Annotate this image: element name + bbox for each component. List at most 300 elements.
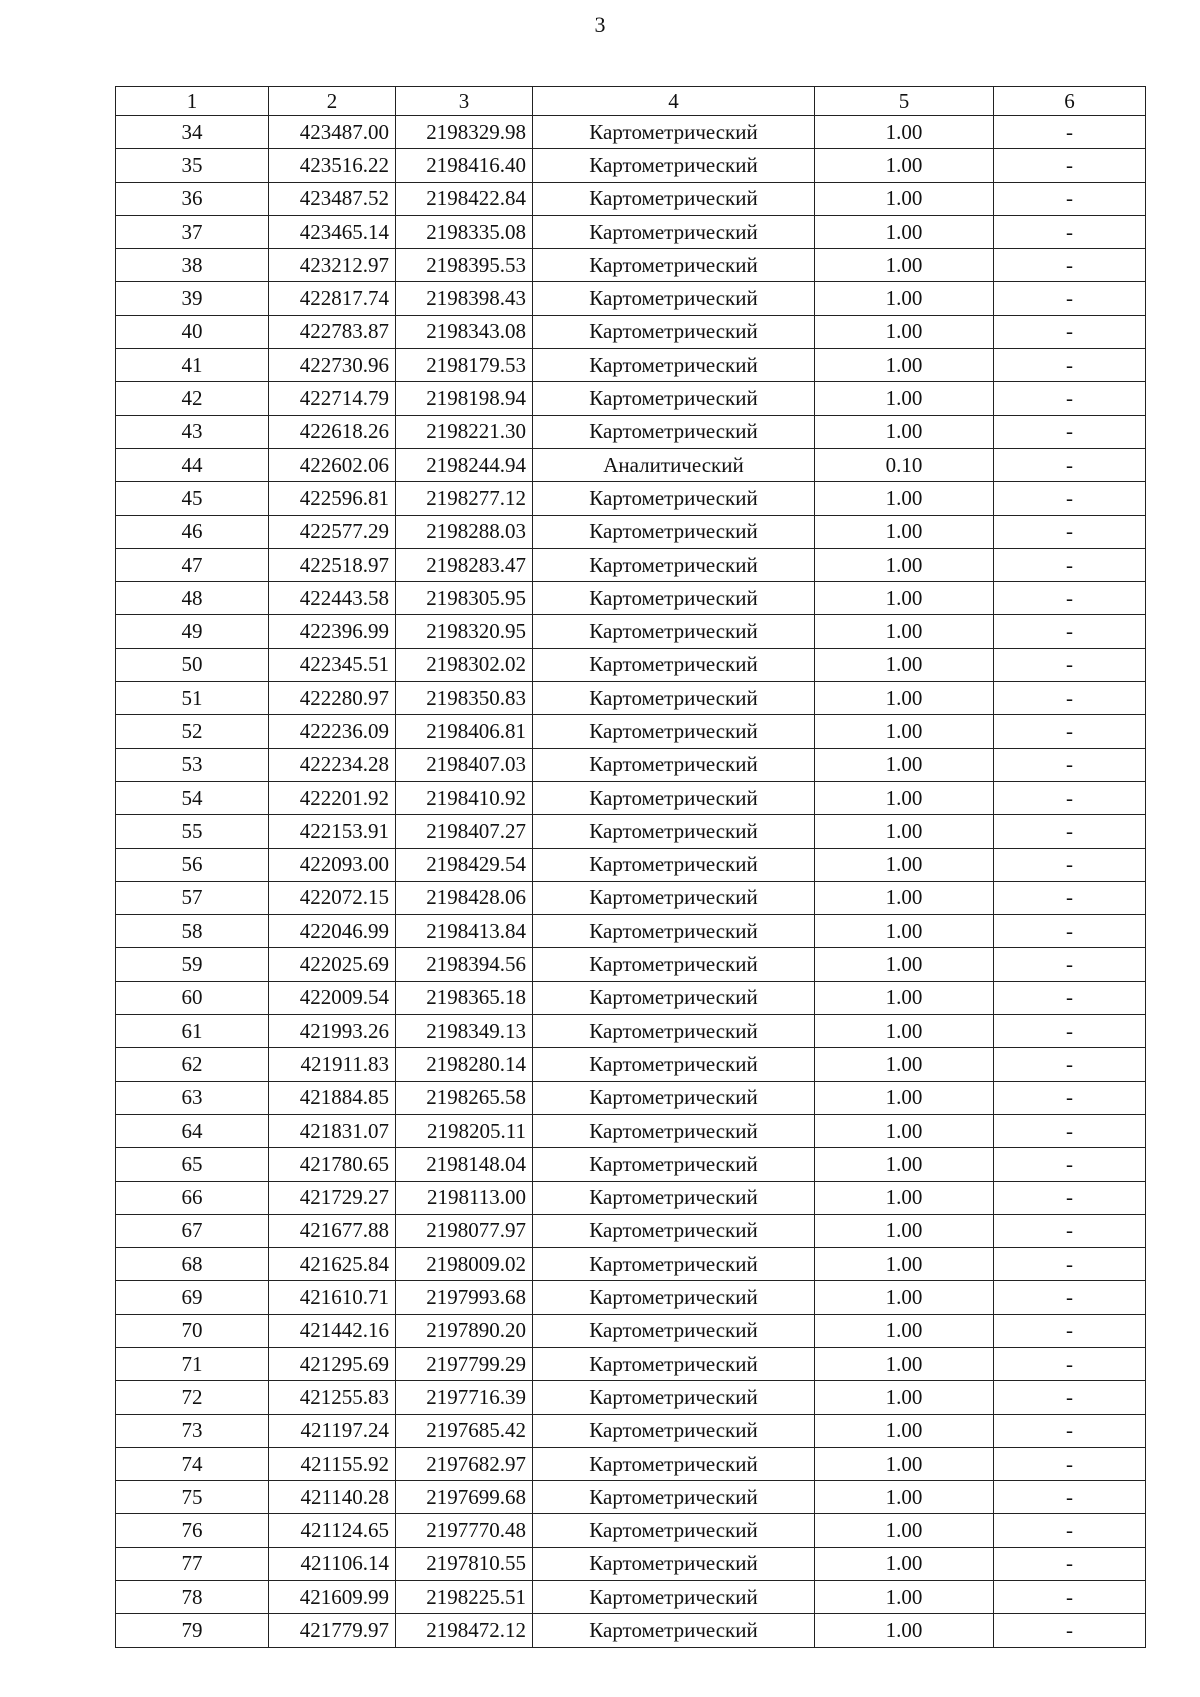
note-cell: -	[994, 1214, 1146, 1247]
note-cell: -	[994, 948, 1146, 981]
x-coordinate-cell: 422025.69	[269, 948, 396, 981]
note-cell: -	[994, 648, 1146, 681]
table-row	[116, 1381, 1146, 1414]
note-cell: -	[994, 149, 1146, 182]
x-coordinate-cell: 421677.88	[269, 1214, 396, 1247]
method-cell: Картометрический	[533, 149, 815, 182]
method-cell: Картометрический	[533, 1514, 815, 1547]
y-coordinate-cell: 2198305.95	[396, 582, 533, 615]
point-number-cell: 78	[116, 1581, 269, 1614]
x-coordinate-cell: 422783.87	[269, 315, 396, 348]
table-row	[116, 615, 1146, 648]
table-row	[116, 881, 1146, 914]
point-number-cell: 74	[116, 1447, 269, 1480]
y-coordinate-cell: 2198413.84	[396, 915, 533, 948]
accuracy-cell: 1.00	[815, 781, 994, 814]
y-coordinate-cell: 2198406.81	[396, 715, 533, 748]
y-coordinate-cell: 2198320.95	[396, 615, 533, 648]
method-cell: Картометрический	[533, 315, 815, 348]
y-coordinate-cell: 2198148.04	[396, 1148, 533, 1181]
method-cell: Картометрический	[533, 1114, 815, 1147]
note-cell: -	[994, 748, 1146, 781]
note-cell: -	[994, 482, 1146, 515]
table-row	[116, 382, 1146, 415]
method-cell: Картометрический	[533, 981, 815, 1014]
note-cell: -	[994, 1281, 1146, 1314]
y-coordinate-cell: 2198280.14	[396, 1048, 533, 1081]
accuracy-cell: 1.00	[815, 315, 994, 348]
table-row	[116, 282, 1146, 315]
y-coordinate-cell: 2198077.97	[396, 1214, 533, 1247]
x-coordinate-cell: 422602.06	[269, 448, 396, 481]
accuracy-cell: 1.00	[815, 482, 994, 515]
x-coordinate-cell: 421255.83	[269, 1381, 396, 1414]
x-coordinate-cell: 421884.85	[269, 1081, 396, 1114]
accuracy-cell: 1.00	[815, 1081, 994, 1114]
point-number-cell: 65	[116, 1148, 269, 1181]
note-cell: -	[994, 215, 1146, 248]
accuracy-cell: 1.00	[815, 215, 994, 248]
coordinates-table	[115, 86, 1146, 1648]
table-row	[116, 1281, 1146, 1314]
table-row	[116, 1214, 1146, 1247]
table-row	[116, 349, 1146, 382]
method-cell: Картометрический	[533, 615, 815, 648]
note-cell: -	[994, 448, 1146, 481]
x-coordinate-cell: 421610.71	[269, 1281, 396, 1314]
table-row	[116, 1081, 1146, 1114]
note-cell: -	[994, 682, 1146, 715]
x-coordinate-cell: 422714.79	[269, 382, 396, 415]
accuracy-cell: 1.00	[815, 1114, 994, 1147]
x-coordinate-cell: 421106.14	[269, 1547, 396, 1580]
method-cell: Картометрический	[533, 1248, 815, 1281]
note-cell: -	[994, 1547, 1146, 1580]
note-cell: -	[994, 515, 1146, 548]
point-number-cell: 50	[116, 648, 269, 681]
y-coordinate-cell: 2198422.84	[396, 182, 533, 215]
point-number-cell: 69	[116, 1281, 269, 1314]
note-cell: -	[994, 781, 1146, 814]
table-row	[116, 182, 1146, 215]
point-number-cell: 49	[116, 615, 269, 648]
point-number-cell: 47	[116, 548, 269, 581]
method-cell: Картометрический	[533, 648, 815, 681]
accuracy-cell: 1.00	[815, 182, 994, 215]
method-cell: Картометрический	[533, 1281, 815, 1314]
method-cell: Картометрический	[533, 515, 815, 548]
accuracy-cell: 1.00	[815, 1148, 994, 1181]
note-cell: -	[994, 1015, 1146, 1048]
note-cell: -	[994, 1381, 1146, 1414]
accuracy-cell: 1.00	[815, 1481, 994, 1514]
y-coordinate-cell: 2198472.12	[396, 1614, 533, 1647]
point-number-cell: 35	[116, 149, 269, 182]
point-number-cell: 76	[116, 1514, 269, 1547]
y-coordinate-cell: 2198407.27	[396, 815, 533, 848]
y-coordinate-cell: 2198407.03	[396, 748, 533, 781]
y-coordinate-cell: 2197699.68	[396, 1481, 533, 1514]
y-coordinate-cell: 2198198.94	[396, 382, 533, 415]
y-coordinate-cell: 2197799.29	[396, 1347, 533, 1380]
point-number-cell: 79	[116, 1614, 269, 1647]
accuracy-cell: 1.00	[815, 1614, 994, 1647]
x-coordinate-cell: 423212.97	[269, 249, 396, 282]
note-cell: -	[994, 315, 1146, 348]
method-cell: Картометрический	[533, 116, 815, 149]
method-cell: Картометрический	[533, 249, 815, 282]
method-cell: Аналитический	[533, 448, 815, 481]
x-coordinate-cell: 421831.07	[269, 1114, 396, 1147]
note-cell: -	[994, 615, 1146, 648]
x-coordinate-cell: 422280.97	[269, 682, 396, 715]
point-number-cell: 34	[116, 116, 269, 149]
x-coordinate-cell: 422518.97	[269, 548, 396, 581]
y-coordinate-cell: 2198329.98	[396, 116, 533, 149]
point-number-cell: 39	[116, 282, 269, 315]
accuracy-cell: 1.00	[815, 615, 994, 648]
note-cell: -	[994, 881, 1146, 914]
accuracy-cell: 1.00	[815, 116, 994, 149]
accuracy-cell: 1.00	[815, 815, 994, 848]
note-cell: -	[994, 915, 1146, 948]
method-cell: Картометрический	[533, 815, 815, 848]
method-cell: Картометрический	[533, 382, 815, 415]
y-coordinate-cell: 2198365.18	[396, 981, 533, 1014]
table-row	[116, 1581, 1146, 1614]
accuracy-cell: 1.00	[815, 1048, 994, 1081]
x-coordinate-cell: 422345.51	[269, 648, 396, 681]
point-number-cell: 68	[116, 1248, 269, 1281]
y-coordinate-cell: 2197716.39	[396, 1381, 533, 1414]
note-cell: -	[994, 848, 1146, 881]
y-coordinate-cell: 2198244.94	[396, 448, 533, 481]
y-coordinate-cell: 2198350.83	[396, 682, 533, 715]
note-cell: -	[994, 382, 1146, 415]
table-row	[116, 515, 1146, 548]
x-coordinate-cell: 423487.00	[269, 116, 396, 149]
table-row	[116, 1114, 1146, 1147]
method-cell: Картометрический	[533, 1181, 815, 1214]
table-row	[116, 448, 1146, 481]
method-cell: Картометрический	[533, 915, 815, 948]
x-coordinate-cell: 422072.15	[269, 881, 396, 914]
note-cell: -	[994, 1447, 1146, 1480]
method-cell: Картометрический	[533, 1481, 815, 1514]
table-row	[116, 781, 1146, 814]
note-cell: -	[994, 415, 1146, 448]
note-cell: -	[994, 1581, 1146, 1614]
table-row	[116, 1148, 1146, 1181]
page-number: 3	[594, 12, 606, 37]
method-cell: Картометрический	[533, 748, 815, 781]
accuracy-cell: 1.00	[815, 715, 994, 748]
method-cell: Картометрический	[533, 1614, 815, 1647]
table-row	[116, 249, 1146, 282]
note-cell: -	[994, 715, 1146, 748]
x-coordinate-cell: 421155.92	[269, 1447, 396, 1480]
y-coordinate-cell: 2198343.08	[396, 315, 533, 348]
y-coordinate-cell: 2198225.51	[396, 1581, 533, 1614]
column-header-5: 5	[815, 87, 994, 116]
method-cell: Картометрический	[533, 848, 815, 881]
note-cell: -	[994, 282, 1146, 315]
accuracy-cell: 1.00	[815, 249, 994, 282]
point-number-cell: 40	[116, 315, 269, 348]
method-cell: Картометрический	[533, 548, 815, 581]
note-cell: -	[994, 1414, 1146, 1447]
x-coordinate-cell: 421197.24	[269, 1414, 396, 1447]
note-cell: -	[994, 1314, 1146, 1347]
table-row	[116, 1248, 1146, 1281]
x-coordinate-cell: 421140.28	[269, 1481, 396, 1514]
point-number-cell: 55	[116, 815, 269, 848]
note-cell: -	[994, 1081, 1146, 1114]
accuracy-cell: 1.00	[815, 948, 994, 981]
x-coordinate-cell: 422618.26	[269, 415, 396, 448]
note-cell: -	[994, 1347, 1146, 1380]
x-coordinate-cell: 422046.99	[269, 915, 396, 948]
y-coordinate-cell: 2197890.20	[396, 1314, 533, 1347]
point-number-cell: 72	[116, 1381, 269, 1414]
x-coordinate-cell: 422730.96	[269, 349, 396, 382]
accuracy-cell: 1.00	[815, 881, 994, 914]
accuracy-cell: 1.00	[815, 415, 994, 448]
x-coordinate-cell: 423516.22	[269, 149, 396, 182]
x-coordinate-cell: 421779.97	[269, 1614, 396, 1647]
accuracy-cell: 1.00	[815, 1347, 994, 1380]
table-row	[116, 715, 1146, 748]
y-coordinate-cell: 2198394.56	[396, 948, 533, 981]
method-cell: Картометрический	[533, 282, 815, 315]
accuracy-cell: 1.00	[815, 548, 994, 581]
point-number-cell: 67	[116, 1214, 269, 1247]
x-coordinate-cell: 422443.58	[269, 582, 396, 615]
table-row	[116, 648, 1146, 681]
accuracy-cell: 1.00	[815, 981, 994, 1014]
column-header-1: 1	[116, 87, 269, 116]
x-coordinate-cell: 421780.65	[269, 1148, 396, 1181]
accuracy-cell: 1.00	[815, 1214, 994, 1247]
y-coordinate-cell: 2198302.02	[396, 648, 533, 681]
y-coordinate-cell: 2198179.53	[396, 349, 533, 382]
table-row	[116, 548, 1146, 581]
table-row	[116, 415, 1146, 448]
note-cell: -	[994, 349, 1146, 382]
table-row	[116, 582, 1146, 615]
table-row	[116, 149, 1146, 182]
table-row	[116, 748, 1146, 781]
y-coordinate-cell: 2197685.42	[396, 1414, 533, 1447]
method-cell: Картометрический	[533, 1314, 815, 1347]
column-header-3: 3	[396, 87, 533, 116]
x-coordinate-cell: 421442.16	[269, 1314, 396, 1347]
table-row	[116, 1048, 1146, 1081]
y-coordinate-cell: 2198009.02	[396, 1248, 533, 1281]
table-row	[116, 1514, 1146, 1547]
point-number-cell: 59	[116, 948, 269, 981]
accuracy-cell: 1.00	[815, 149, 994, 182]
y-coordinate-cell: 2198205.11	[396, 1114, 533, 1147]
method-cell: Картометрический	[533, 948, 815, 981]
method-cell: Картометрический	[533, 1547, 815, 1580]
y-coordinate-cell: 2198398.43	[396, 282, 533, 315]
note-cell: -	[994, 1181, 1146, 1214]
point-number-cell: 63	[116, 1081, 269, 1114]
point-number-cell: 73	[116, 1414, 269, 1447]
note-cell: -	[994, 1114, 1146, 1147]
point-number-cell: 54	[116, 781, 269, 814]
table-row	[116, 1447, 1146, 1480]
note-cell: -	[994, 981, 1146, 1014]
note-cell: -	[994, 182, 1146, 215]
y-coordinate-cell: 2198428.06	[396, 881, 533, 914]
note-cell: -	[994, 116, 1146, 149]
x-coordinate-cell: 422396.99	[269, 615, 396, 648]
point-number-cell: 66	[116, 1181, 269, 1214]
accuracy-cell: 1.00	[815, 1414, 994, 1447]
y-coordinate-cell: 2198277.12	[396, 482, 533, 515]
accuracy-cell: 1.00	[815, 682, 994, 715]
accuracy-cell: 1.00	[815, 1281, 994, 1314]
point-number-cell: 52	[116, 715, 269, 748]
accuracy-cell: 1.00	[815, 1181, 994, 1214]
y-coordinate-cell: 2198221.30	[396, 415, 533, 448]
point-number-cell: 56	[116, 848, 269, 881]
point-number-cell: 44	[116, 448, 269, 481]
accuracy-cell: 1.00	[815, 1314, 994, 1347]
point-number-cell: 46	[116, 515, 269, 548]
method-cell: Картометрический	[533, 1214, 815, 1247]
x-coordinate-cell: 421609.99	[269, 1581, 396, 1614]
table-row	[116, 1015, 1146, 1048]
x-coordinate-cell: 421911.83	[269, 1048, 396, 1081]
note-cell: -	[994, 1481, 1146, 1514]
method-cell: Картометрический	[533, 582, 815, 615]
accuracy-cell: 1.00	[815, 648, 994, 681]
note-cell: -	[994, 548, 1146, 581]
point-number-cell: 64	[116, 1114, 269, 1147]
method-cell: Картометрический	[533, 215, 815, 248]
y-coordinate-cell: 2198410.92	[396, 781, 533, 814]
point-number-cell: 70	[116, 1314, 269, 1347]
note-cell: -	[994, 1048, 1146, 1081]
x-coordinate-cell: 422577.29	[269, 515, 396, 548]
x-coordinate-cell: 421625.84	[269, 1248, 396, 1281]
x-coordinate-cell: 423465.14	[269, 215, 396, 248]
column-header-4: 4	[533, 87, 815, 116]
point-number-cell: 60	[116, 981, 269, 1014]
note-cell: -	[994, 815, 1146, 848]
table-row	[116, 815, 1146, 848]
point-number-cell: 41	[116, 349, 269, 382]
method-cell: Картометрический	[533, 715, 815, 748]
table-row	[116, 315, 1146, 348]
accuracy-cell: 0.10	[815, 448, 994, 481]
x-coordinate-cell: 422009.54	[269, 981, 396, 1014]
y-coordinate-cell: 2198335.08	[396, 215, 533, 248]
accuracy-cell: 1.00	[815, 1581, 994, 1614]
x-coordinate-cell: 421729.27	[269, 1181, 396, 1214]
note-cell: -	[994, 1514, 1146, 1547]
point-number-cell: 62	[116, 1048, 269, 1081]
point-number-cell: 75	[116, 1481, 269, 1514]
method-cell: Картометрический	[533, 1447, 815, 1480]
accuracy-cell: 1.00	[815, 1015, 994, 1048]
y-coordinate-cell: 2198113.00	[396, 1181, 533, 1214]
point-number-cell: 51	[116, 682, 269, 715]
method-cell: Картометрический	[533, 781, 815, 814]
x-coordinate-cell: 422817.74	[269, 282, 396, 315]
method-cell: Картометрический	[533, 1081, 815, 1114]
x-coordinate-cell: 422234.28	[269, 748, 396, 781]
table-row	[116, 1181, 1146, 1214]
table-row	[116, 981, 1146, 1014]
point-number-cell: 43	[116, 415, 269, 448]
table-row	[116, 215, 1146, 248]
y-coordinate-cell: 2198288.03	[396, 515, 533, 548]
table-row	[116, 1414, 1146, 1447]
y-coordinate-cell: 2197810.55	[396, 1547, 533, 1580]
accuracy-cell: 1.00	[815, 515, 994, 548]
method-cell: Картометрический	[533, 881, 815, 914]
accuracy-cell: 1.00	[815, 582, 994, 615]
accuracy-cell: 1.00	[815, 1381, 994, 1414]
x-coordinate-cell: 422153.91	[269, 815, 396, 848]
y-coordinate-cell: 2197993.68	[396, 1281, 533, 1314]
y-coordinate-cell: 2198265.58	[396, 1081, 533, 1114]
method-cell: Картометрический	[533, 1048, 815, 1081]
point-number-cell: 37	[116, 215, 269, 248]
method-cell: Картометрический	[533, 682, 815, 715]
table-row	[116, 1481, 1146, 1514]
accuracy-cell: 1.00	[815, 1547, 994, 1580]
x-coordinate-cell: 421124.65	[269, 1514, 396, 1547]
method-cell: Картометрический	[533, 349, 815, 382]
y-coordinate-cell: 2198283.47	[396, 548, 533, 581]
y-coordinate-cell: 2197770.48	[396, 1514, 533, 1547]
x-coordinate-cell: 422236.09	[269, 715, 396, 748]
column-header-2: 2	[269, 87, 396, 116]
accuracy-cell: 1.00	[815, 848, 994, 881]
x-coordinate-cell: 423487.52	[269, 182, 396, 215]
point-number-cell: 36	[116, 182, 269, 215]
column-header-6: 6	[994, 87, 1146, 116]
note-cell: -	[994, 1248, 1146, 1281]
table-row	[116, 482, 1146, 515]
point-number-cell: 53	[116, 748, 269, 781]
x-coordinate-cell: 421993.26	[269, 1015, 396, 1048]
accuracy-cell: 1.00	[815, 1514, 994, 1547]
point-number-cell: 42	[116, 382, 269, 415]
point-number-cell: 57	[116, 881, 269, 914]
table-row	[116, 1547, 1146, 1580]
table-row	[116, 848, 1146, 881]
accuracy-cell: 1.00	[815, 748, 994, 781]
point-number-cell: 48	[116, 582, 269, 615]
method-cell: Картометрический	[533, 1381, 815, 1414]
table-row	[116, 682, 1146, 715]
point-number-cell: 77	[116, 1547, 269, 1580]
method-cell: Картометрический	[533, 415, 815, 448]
y-coordinate-cell: 2198349.13	[396, 1015, 533, 1048]
note-cell: -	[994, 1148, 1146, 1181]
table-body	[116, 116, 1146, 1648]
method-cell: Картометрический	[533, 1347, 815, 1380]
x-coordinate-cell: 422093.00	[269, 848, 396, 881]
table-row	[116, 948, 1146, 981]
method-cell: Картометрический	[533, 182, 815, 215]
